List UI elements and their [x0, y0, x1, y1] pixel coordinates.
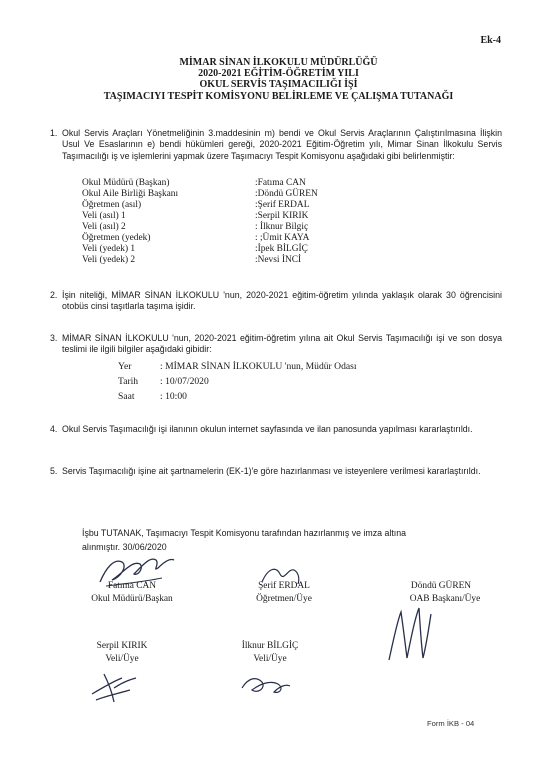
signature-serpil-kirik: [86, 668, 144, 706]
member-name: : İlknur Bilgiç: [255, 222, 309, 232]
member-role: Veli (yedek) 1: [82, 244, 136, 254]
signature-ilknur-bilgic: [236, 670, 294, 700]
member-role: Veli (yedek) 2: [82, 255, 136, 265]
closing-line-2: alınmıştır. 30/06/2020: [82, 542, 167, 552]
annex-label: Ek-4: [480, 35, 501, 46]
signatory-name: Şerif ERDAL: [258, 581, 310, 591]
member-name: :İpek BİLGİÇ: [255, 244, 308, 254]
info-value: : 10:00: [160, 391, 187, 402]
member-name: :Döndü GÜREN: [255, 189, 318, 199]
signatory-role: Veli/Üye: [253, 654, 287, 664]
member-role: Öğretmen (asıl): [82, 200, 142, 210]
member-role: Veli (asıl) 1: [82, 211, 126, 221]
closing-line-1: İşbu TUTANAK, Taşımacıyı Tespit Komisyonu tarafından hazırlanmış ve imza altına: [82, 528, 406, 538]
member-name: :Nevsi İNCİ: [255, 255, 302, 265]
item-2: 2. İşin niteliği, MİMAR SİNAN İLKOKULU 'nun, 2020-2021 eğitim-öğretim yılında yaklaşık olarak 30 öğrencisini otobüs cinsi taşıtlarla taşıma işidir.: [50, 290, 502, 312]
info-key: Tarih: [118, 376, 139, 387]
school-title: MİMAR SİNAN İLKOKULU MÜDÜRLÜĞÜ: [179, 57, 378, 68]
signatory-role: Okul Müdürü/Başkan: [91, 594, 173, 604]
item-3-text: MİMAR SİNAN İLKOKULU 'nun, 2020-2021 eğitim-öğretim yılına ait Okul Servis Taşımacılığı işi ve son dosya teslimi ile ilgili bilgiler aşağıdaki gibidir:: [62, 333, 502, 355]
service-title: OKUL SERVİS TAŞIMACILIĞI İŞİ: [199, 79, 358, 90]
item-1: 1. Okul Servis Araçları Yönetmeliğinin 3.maddesinin m) bendi ve Okul Servis Araçlarının Çalıştırılmasına İlişkin Usul Ve Esaslarının e) bendi hükümleri gereği, 2020-2021 Eğitim-Öğretim yılı, Mimar Sinan İlkokulu Servis Taşımacılığı iş ve işlemlerini yapmak üzere Taşımacıyı Tespit Komisyonu aşağıdaki gibi belirlenmiştir:: [50, 128, 502, 161]
info-key: Saat: [118, 391, 135, 402]
document-title: TAŞIMACIYI TESPİT KOMİSYONU BELİRLEME VE ÇALIŞMA TUTANAĞI: [103, 91, 454, 102]
signatory-name: İlknur BİLGİÇ: [241, 641, 299, 651]
item-4-text: Okul Servis Taşımacılığı işi ilanının okulun internet sayfasında ve ilan panosunda yapılması kararlaştırıldı.: [62, 424, 473, 434]
signatory-name: Döndü GÜREN: [410, 581, 472, 591]
signatory-name: Fatıma CAN: [107, 581, 157, 591]
info-value: : MİMAR SİNAN İLKOKULU 'nun, Müdür Odası: [160, 361, 357, 372]
item-3: 3. MİMAR SİNAN İLKOKULU 'nun, 2020-2021 eğitim-öğretim yılına ait Okul Servis Taşımacılığı işi ve son dosya teslimi ile ilgili bilgiler aşağıdaki gibidir:: [50, 333, 502, 355]
member-role: Okul Müdürü (Başkan): [82, 178, 170, 188]
academic-year-title: 2020-2021 EĞİTİM-ÖĞRETİM YILI: [198, 68, 359, 79]
member-role: Veli (asıl) 2: [82, 222, 126, 232]
form-code: Form İKB - 04: [427, 719, 475, 728]
member-name: :Serpil KIRIK: [255, 211, 309, 221]
item-2-text: İşin niteliği, MİMAR SİNAN İLKOKULU 'nun, 2020-2021 eğitim-öğretim yılında yaklaşık olarak 30 öğrencisini otobüs cinsi taşıtlarla taşıma işidir.: [62, 290, 502, 312]
member-name: : ;Ümit KAYA: [255, 233, 310, 243]
member-role: Öğretmen (yedek): [82, 233, 151, 243]
item-1-text: Okul Servis Araçları Yönetmeliğinin 3.maddesinin m) bendi ve Okul Servis Araçlarının Çalıştırılmasına İlişkin Usul Ve Esaslarının e) bendi hükümleri gereği, 2020-2021 Eğitim-Öğretim yılı, Mimar Sinan İlkokulu Servis Taşımacılığı iş ve işlemlerini yapmak üzere Taşımacıyı Tespit Komisyonu aşağıdaki gibi belirlenmiştir:: [62, 128, 502, 161]
signatory-role: OAB Başkanı/Üye: [409, 594, 481, 604]
member-name: :Fatıma CAN: [255, 178, 306, 188]
info-key: Yer: [118, 361, 132, 372]
signature-dondu-guren: [383, 602, 439, 668]
member-name: :Şerif ERDAL: [255, 200, 310, 210]
item-4: 4. Okul Servis Taşımacılığı işi ilanının okulun internet sayfasında ve ilan panosunda yapılması kararlaştırıldı.: [50, 424, 473, 434]
signatory-role: Öğretmen/Üye: [256, 594, 312, 604]
member-role: Okul Aile Birliği Başkanı: [82, 189, 179, 199]
item-5: 5. Servis Taşımacılığı işine ait şartnamelerin (EK-1)'e göre hazırlanması ve isteyenlere verilmesi kararlaştırıldı.: [50, 466, 481, 476]
signatory-role: Veli/Üye: [105, 654, 139, 664]
item-5-text: Servis Taşımacılığı işine ait şartnamelerin (EK-1)'e göre hazırlanması ve isteyenlere verilmesi kararlaştırıldı.: [62, 466, 481, 476]
info-value: : 10/07/2020: [160, 376, 209, 387]
signatory-name: Serpil KIRIK: [96, 641, 148, 651]
